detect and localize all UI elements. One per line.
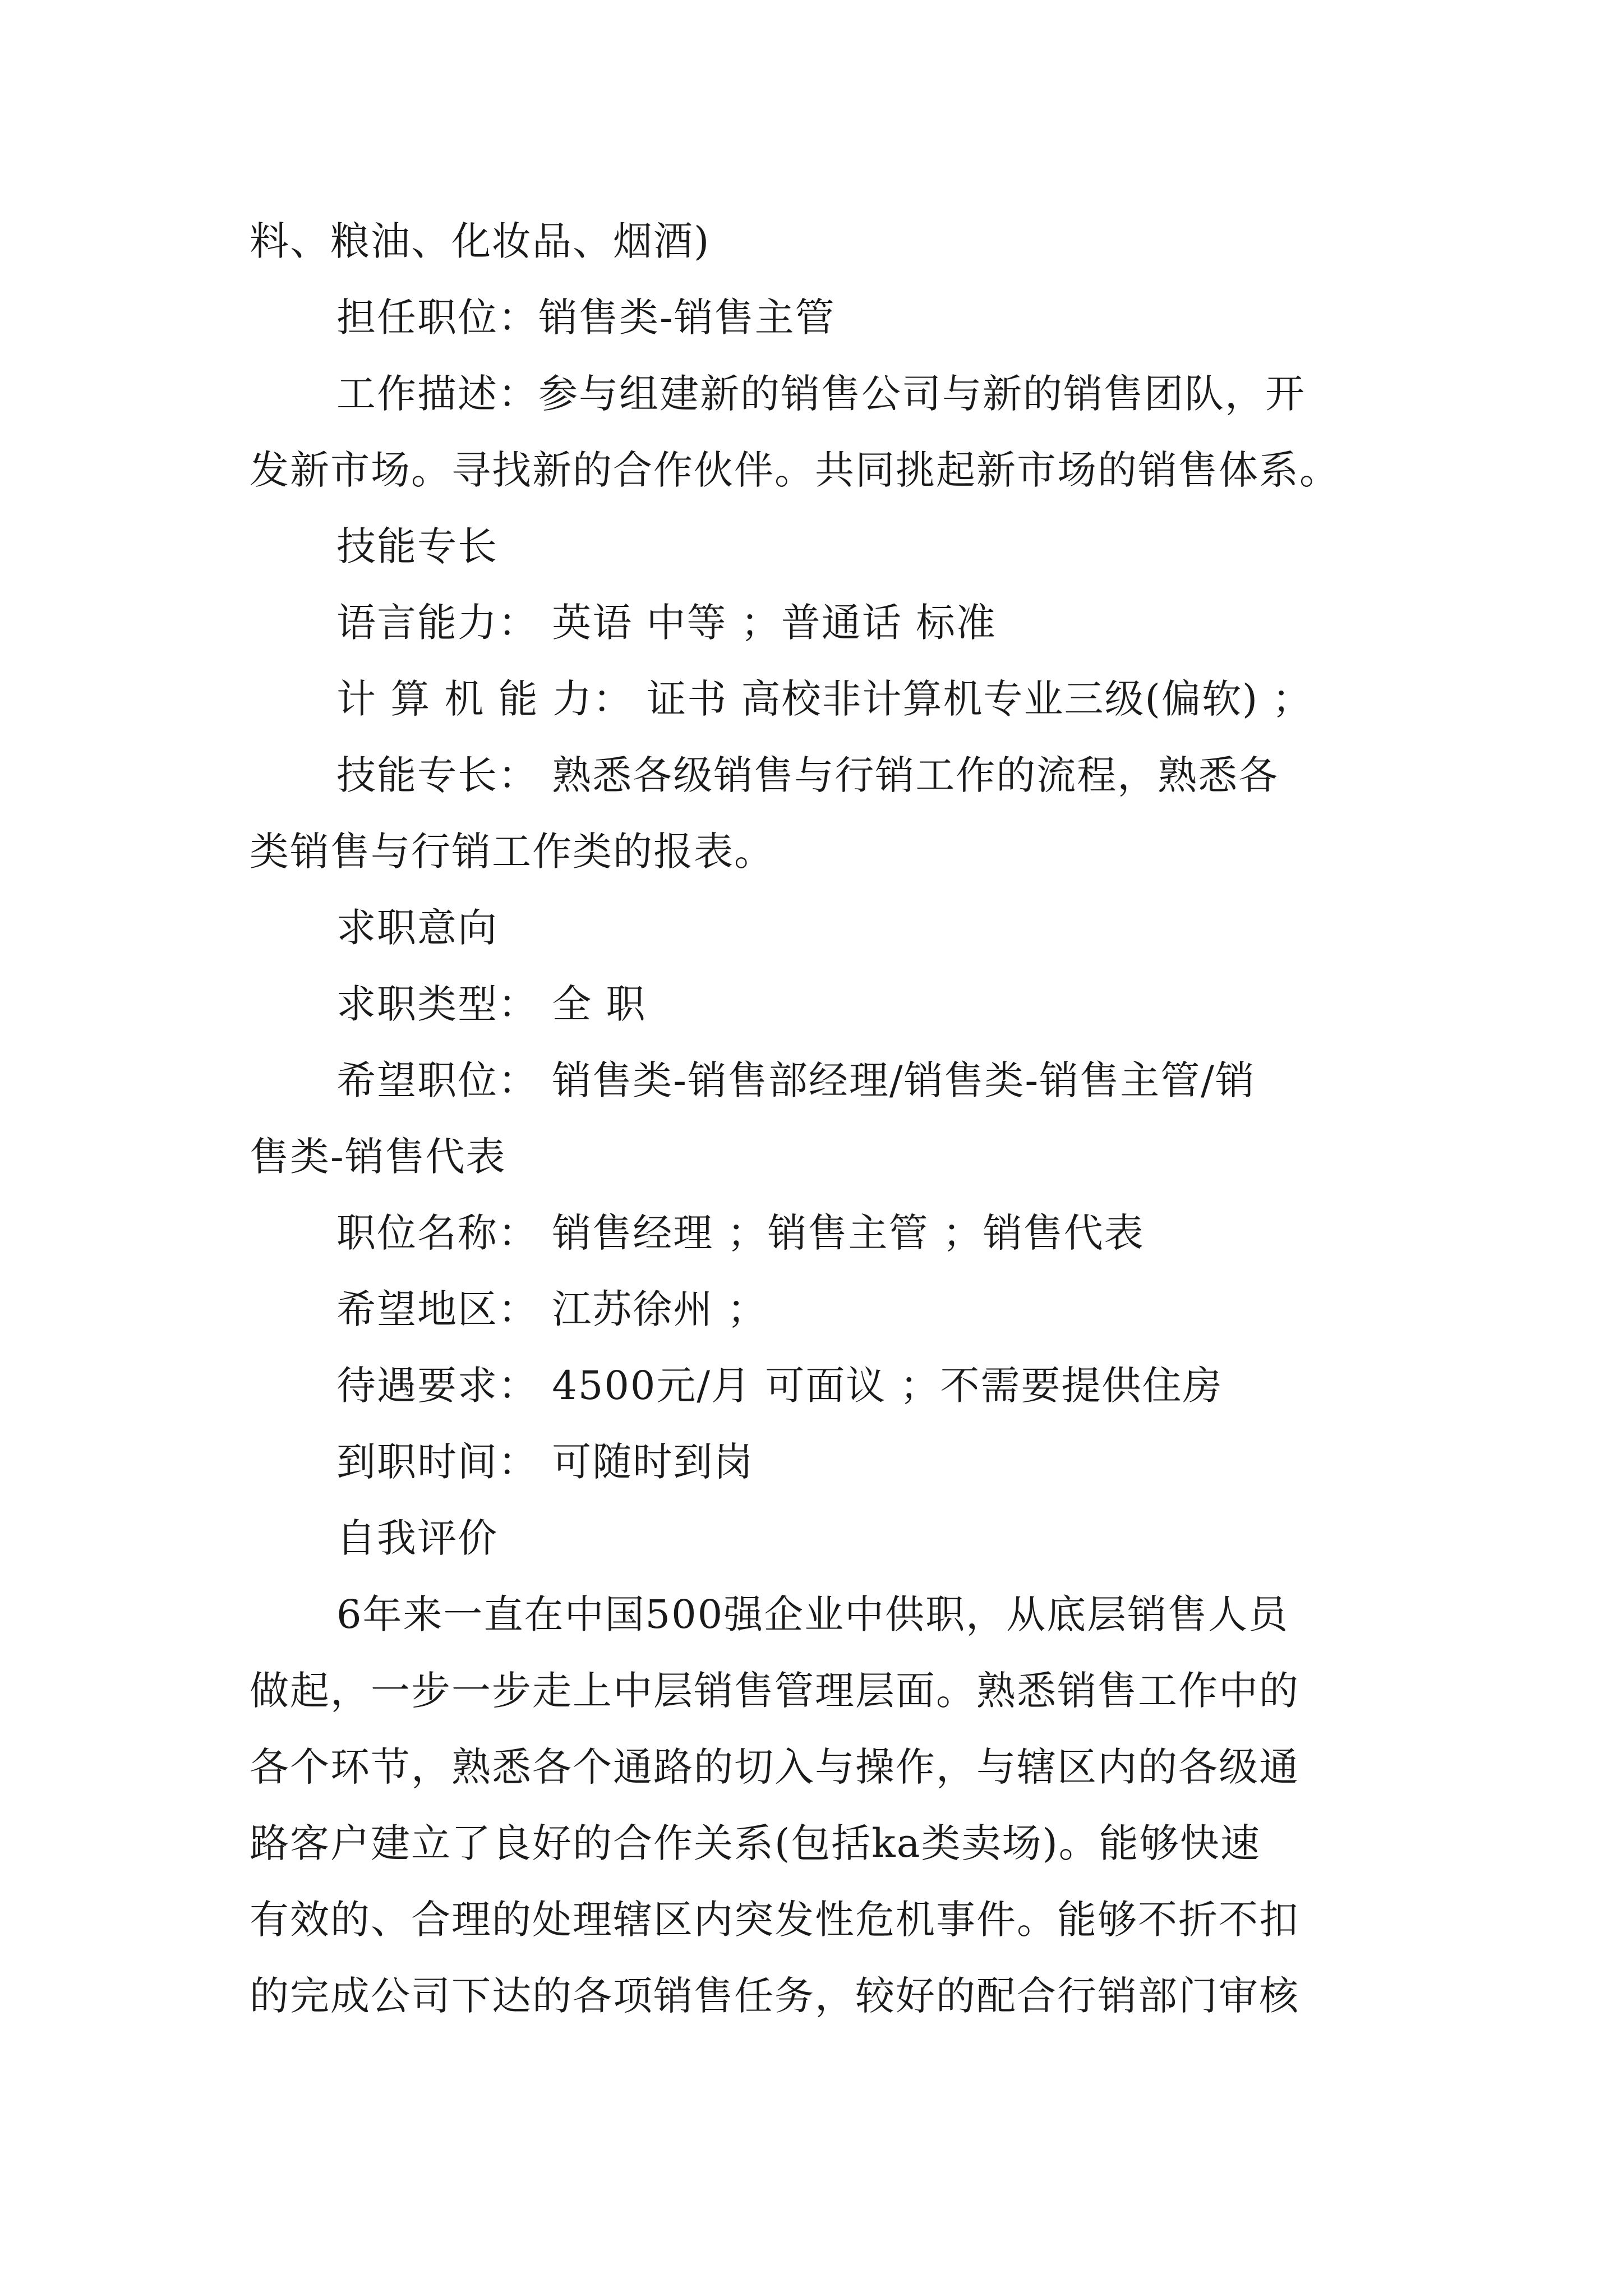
text-line: 求职类型： 全 职 [336,981,647,1027]
section-heading: 求职意向 [336,905,498,951]
text-line: 各个环节，熟悉各个通路的切入与操作，与辖区内的各级通 [250,1744,1299,1790]
text-line: 语言能力： 英语 中等 ；普通话 标准 [336,600,997,646]
text-line: 发新市场。寻找新的合作伙伴。共同挑起新市场的销售体系。 [250,447,1340,493]
section-heading: 自我评价 [336,1515,498,1561]
text-line: 技能专长： 熟悉各级销售与行销工作的流程，熟悉各 [336,752,1279,798]
text-line: 担任职位：销售类-销售主管 [336,295,836,341]
text-line: 类销售与行销工作类的报表。 [250,829,774,875]
text-line: 路客户建立了良好的合作关系(包括ka类卖场)。能够快速 [250,1820,1261,1866]
text-line: 有效的、合理的处理辖区内突发性危机事件。能够不折不扣 [250,1897,1299,1943]
section-heading: 技能专长 [336,523,498,569]
text-line: 的完成公司下达的各项销售任务，较好的配合行销部门审核 [250,1973,1299,2019]
text-line: 料、粮油、化妆品、烟酒) [250,218,711,264]
text-line: 做起，一步一步走上中层销售管理层面。熟悉销售工作中的 [250,1668,1299,1714]
text-line: 希望地区： 江苏徐州 ； [336,1286,768,1332]
text-line: 职位名称： 销售经理 ；销售主管 ；销售代表 [336,1210,1145,1256]
text-line: 工作描述：参与组建新的销售公司与新的销售团队，开 [336,371,1306,417]
text-line: 待遇要求： 4500元/月 可面议 ；不需要提供住房 [336,1363,1223,1409]
text-line: 售类-销售代表 [250,1134,506,1180]
text-line: 希望职位： 销售类-销售部经理/销售类-销售主管/销 [336,1057,1256,1103]
text-line: 到职时间： 可随时到岗 [336,1439,754,1485]
text-line: 6年来一直在中国500强企业中供职，从底层销售人员 [336,1591,1289,1637]
text-line: 计 算 机 能 力： 证书 高校非计算机专业三级(偏软) ； [336,676,1313,722]
